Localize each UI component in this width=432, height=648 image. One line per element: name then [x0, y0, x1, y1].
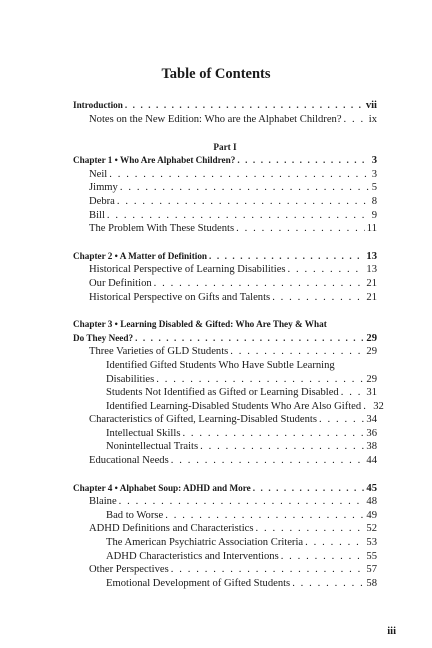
toc-entry-title: Notes on the New Edition: Who are the Alphabet Children?	[89, 113, 342, 125]
toc-entry-title: Nonintellectual Traits	[106, 441, 199, 453]
toc-entry-title: Historical Perspective of Learning Disabilities	[89, 264, 286, 276]
toc-section-entry	[73, 209, 377, 223]
toc-entry-title: Other Perspectives	[89, 564, 169, 576]
toc-entry-title: Debra	[89, 195, 115, 207]
toc-section-entry	[73, 509, 377, 523]
dot-leader	[341, 386, 365, 400]
toc-section-entry	[73, 263, 377, 277]
toc-entry-title: ADHD Characteristics and Interventions	[106, 550, 279, 562]
toc-chapter-entry	[73, 318, 377, 332]
toc-page-number: 58	[366, 577, 377, 589]
toc-entry-title: ADHD Definitions and Characteristics	[89, 523, 254, 535]
toc-page-number: 36	[366, 427, 377, 439]
toc-page-number: 32	[373, 400, 384, 412]
dot-leader	[281, 550, 365, 564]
toc-page-number: 11	[366, 223, 377, 235]
toc-section-entry	[73, 495, 377, 509]
toc-page-number: 55	[366, 550, 377, 562]
toc-page-number: 45	[366, 482, 377, 494]
toc-chapter-entry	[73, 154, 377, 168]
toc-page-number: 21	[366, 291, 377, 303]
toc-entry-title: Chapter 3 • Learning Disabled & Gifted: Who Are They & What	[73, 319, 327, 330]
toc-page-number: 53	[366, 537, 377, 549]
toc-entry-title: Educational Needs	[89, 455, 169, 467]
dot-leader	[117, 195, 370, 209]
toc-page-number: 31	[366, 387, 377, 399]
toc-entry-title: The American Psychiatric Association Criteria	[106, 537, 304, 549]
dot-leader	[171, 563, 365, 577]
part-heading: Part I	[213, 142, 237, 153]
toc-page-number: 49	[366, 509, 377, 521]
toc-entry-title: Chapter 2 • A Matter of Definition	[73, 250, 208, 261]
toc-section-entry	[73, 386, 377, 400]
toc-entry-title: Identified Learning-Disabled Students Who Are Also Gifted	[106, 400, 362, 412]
toc-section-entry	[73, 195, 377, 209]
toc-section-entry	[73, 277, 377, 291]
toc-chapter-entry	[73, 482, 377, 496]
dot-leader	[209, 250, 364, 264]
toc-section-entry	[73, 522, 377, 536]
toc-entry-title: Do They Need?	[73, 332, 134, 343]
dot-leader	[120, 181, 370, 195]
toc-page-number: ix	[368, 113, 377, 125]
toc-section-entry	[73, 373, 377, 387]
toc-page-number: 38	[366, 441, 377, 453]
dot-leader	[107, 209, 370, 223]
toc-page-number: 57	[366, 564, 377, 576]
toc-page-number: 21	[366, 277, 377, 289]
toc-chapter-entry	[73, 99, 377, 113]
page-title: Table of Contents	[161, 66, 271, 82]
toc-section-entry	[73, 440, 377, 454]
dot-leader	[165, 509, 364, 523]
table-of-contents	[73, 99, 384, 590]
toc-chapter-entry	[73, 332, 377, 346]
toc-spacer	[73, 304, 377, 318]
toc-page-number: 8	[371, 195, 377, 207]
dot-leader	[255, 522, 364, 536]
toc-section-entry	[73, 113, 377, 127]
toc-entry-title: Bad to Worse	[106, 509, 164, 521]
dot-leader	[182, 427, 364, 441]
toc-page-number: 3	[371, 168, 377, 180]
toc-page-number: 34	[366, 414, 377, 426]
toc-page-number: 13	[366, 250, 377, 262]
toc-page-number: 29	[366, 346, 377, 358]
toc-section-entry	[73, 291, 377, 305]
toc-page-number: 29	[366, 373, 377, 385]
toc-section-entry	[73, 550, 377, 564]
toc-entry-title: Our Definition	[89, 277, 152, 289]
toc-page-number: 9	[371, 209, 377, 221]
dot-leader	[156, 373, 364, 387]
toc-page-number: 3	[371, 155, 377, 167]
dot-leader	[363, 400, 371, 414]
toc-chapter-entry	[73, 250, 377, 264]
toc-page-number: 29	[366, 332, 377, 344]
toc-section-entry	[73, 400, 384, 414]
toc-entry-title: Intellectual Skills	[106, 427, 181, 439]
dot-leader	[200, 440, 364, 454]
dot-leader	[171, 454, 365, 468]
dot-leader	[230, 345, 364, 359]
toc-entry-title: Students Not Identified as Gifted or Learning Disabled	[106, 387, 339, 399]
toc-entry-title: Chapter 4 • Alphabet Soup: ADHD and More	[73, 482, 251, 493]
toc-section-entry	[73, 181, 377, 195]
toc-page-number: vii	[365, 100, 377, 111]
toc-entry-title: Disabilities	[106, 373, 155, 385]
toc-spacer	[73, 126, 377, 140]
toc-entry-title: The Problem With These Students	[89, 223, 235, 235]
dot-leader	[119, 495, 365, 509]
toc-section-entry	[73, 413, 377, 427]
dot-leader	[135, 332, 364, 346]
dot-leader	[319, 413, 364, 427]
toc-section-entry	[73, 577, 377, 591]
toc-entry-title: Jimmy	[89, 182, 118, 194]
toc-entry-title: Identified Gifted Students Who Have Subtle Learning	[106, 359, 335, 371]
toc-entry-title: Bill	[89, 209, 105, 221]
dot-leader	[109, 168, 369, 182]
page-number: iii	[387, 626, 396, 637]
toc-entry-title: Characteristics of Gifted, Learning-Disabled Students	[89, 414, 317, 426]
toc-section-entry	[73, 359, 377, 373]
toc-section-entry	[73, 345, 377, 359]
dot-leader	[272, 291, 364, 305]
dot-leader	[344, 113, 367, 127]
toc-entry-title: Introduction	[73, 100, 123, 110]
toc-spacer	[73, 236, 377, 250]
toc-entry-title: Historical Perspective on Gifts and Talents	[89, 291, 271, 303]
toc-section-entry	[73, 168, 377, 182]
dot-leader	[125, 99, 364, 113]
toc-section-entry	[73, 222, 377, 236]
toc-section-entry	[73, 427, 377, 441]
toc-page-number: 52	[366, 523, 377, 535]
toc-entry-title: Three Varieties of GLD Students	[89, 346, 229, 358]
dot-leader	[305, 536, 364, 550]
toc-entry-title: Neil	[89, 168, 108, 180]
toc-spacer	[73, 468, 377, 482]
dot-leader	[236, 222, 365, 236]
toc-entry-title: Blaine	[89, 496, 117, 508]
dot-leader	[292, 577, 364, 591]
toc-entry-title: Emotional Development of Gifted Students	[106, 577, 291, 589]
toc-page-number: 44	[366, 455, 377, 467]
dot-leader	[288, 263, 365, 277]
toc-entry-title: Chapter 1 • Who Are Alphabet Children?	[73, 155, 236, 166]
dot-leader	[237, 154, 369, 168]
toc-section-entry	[73, 454, 377, 468]
toc-page-number: 48	[366, 496, 377, 508]
dot-leader	[253, 482, 365, 496]
dot-leader	[154, 277, 365, 291]
toc-section-entry	[73, 536, 377, 550]
toc-page-number: 5	[371, 182, 377, 194]
toc-section-entry	[73, 563, 377, 577]
toc-page-number: 13	[366, 264, 377, 276]
